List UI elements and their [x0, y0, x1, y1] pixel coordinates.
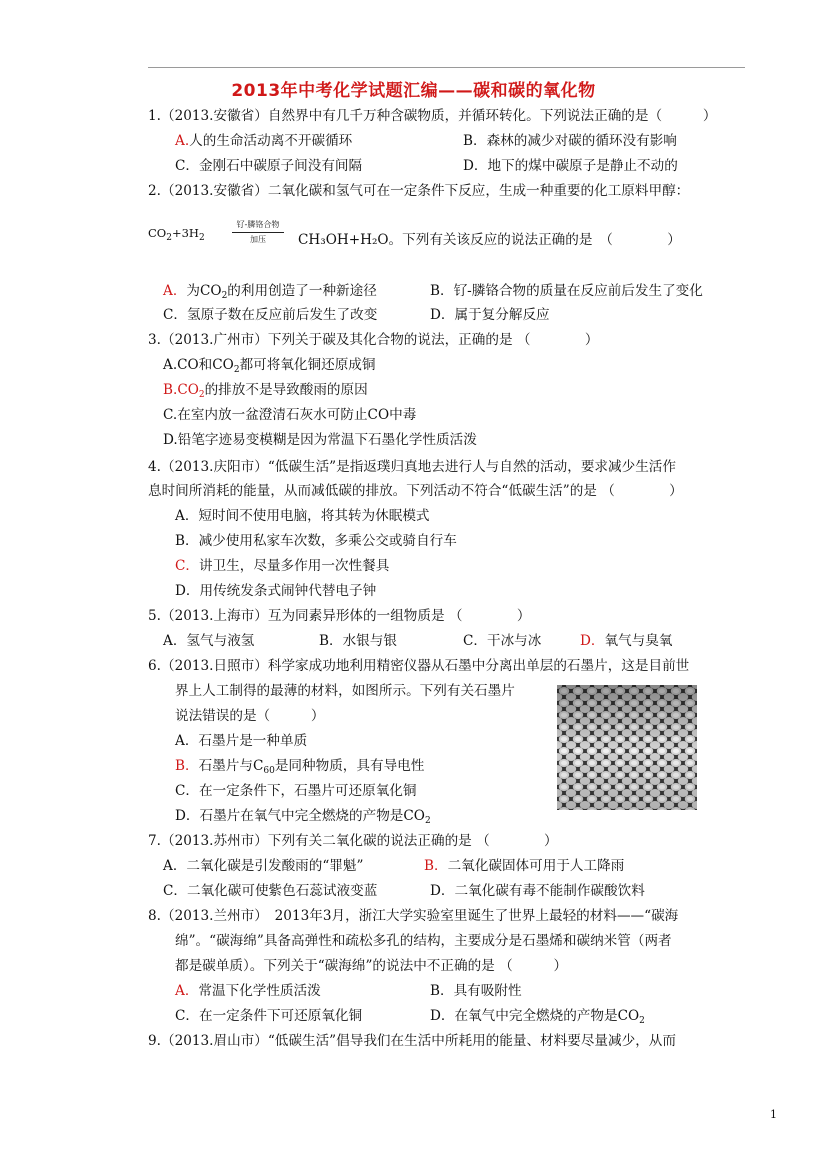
q2-option-b: B．钌-膦铬合物的质量在反应前后发生了变化 — [430, 283, 703, 299]
q4-option-b: B．减少使用私家车次数，多乘公交或骑自行车 — [175, 533, 457, 549]
subscript: 2 — [166, 233, 172, 243]
q8-stem-line3: 都是碳单质）。下列关于“碳海绵”的说法中不正确的是 （ ） — [175, 958, 568, 974]
q2-option-d: D．属于复分解反应 — [430, 307, 550, 323]
graphene-figure — [557, 685, 697, 810]
q3-option-a — [163, 356, 376, 374]
q8-option-b: B．具有吸附性 — [430, 983, 522, 999]
q5-option-c: C．干冰与冰 — [463, 633, 542, 649]
q4-option-d: D．用传统发条式闹钟代替电子钟 — [175, 583, 377, 599]
subscript: 2 — [639, 1016, 645, 1026]
q2-reaction-reactants — [148, 226, 205, 243]
q1-stem: 1.（2013.安徽省）自然界中有几千万种含碳物质，并循环转化。下列说法正确的是（ ） — [148, 108, 717, 124]
page-title: 2013年中考化学试题汇编——碳和碳的氧化物 — [231, 81, 596, 101]
answer-mark: D． — [580, 633, 605, 649]
q8-stem-line2: 绵”。“碳海绵”具备高弹性和疏松多孔的结构，主要成分是石墨烯和碳纳米管（两者 — [175, 933, 672, 949]
answer-mark: B. — [163, 382, 178, 398]
arrow-line — [232, 232, 284, 233]
option-text: 氧气与臭氧 — [604, 633, 673, 649]
option-text: CO — [177, 382, 199, 398]
q2-option-c: C．氢原子数在反应前后发生了改变 — [163, 307, 378, 323]
option-text: 的排放不是导致酸雨的原因 — [204, 382, 368, 398]
option-text: 为CO — [186, 283, 222, 299]
q1-option-b: B．森林的减少对碳的循环没有影响 — [463, 133, 677, 149]
q9-stem: 9.（2013.眉山市）“低碳生活”倡导我们在生活中所耗用的能量、材料要尽量减少，从而 — [148, 1033, 676, 1049]
q5-stem: 5.（2013.上海市）互为同素异形体的一组物质是 （ ） — [148, 608, 531, 624]
subscript: 60 — [263, 766, 275, 776]
option-text: D．石墨片在氧气中完全燃烧的产物是CO — [175, 808, 425, 824]
option-text: D．在氧气中完全燃烧的产物是CO — [430, 1008, 640, 1024]
q7-option-d: D．二氧化碳有毒不能制作碳酸饮料 — [430, 883, 645, 899]
q6-option-a: A．石墨片是一种单质 — [175, 733, 308, 749]
page-number: 1 — [770, 1108, 777, 1121]
reaction-condition-bottom: 加压 — [250, 235, 266, 244]
reaction-arrow — [228, 219, 288, 249]
q3-option-c: C.在室内放一盆澄清石灰水可防止CO中毒 — [163, 407, 417, 423]
answer-mark: A． — [163, 283, 187, 299]
option-text: 的利用创造了一种新途径 — [227, 283, 377, 299]
q6-option-d — [175, 807, 431, 825]
graphene-lattice-image — [557, 685, 697, 810]
option-text: 石墨片与C — [198, 758, 264, 774]
subscript: 2 — [233, 365, 240, 375]
q4-option-a: A．短时间不使用电脑，将其转为休眠模式 — [175, 508, 430, 524]
option-text: 讲卫生，尽量多作用一次性餐具 — [199, 558, 390, 574]
reaction-condition-top: 钌-膦铬合物 — [236, 220, 280, 229]
q4-stem-line2: 息时间所消耗的能量，从而减低碳的排放。下列活动不符合“低碳生活”的是 （ ） — [148, 483, 683, 499]
q6-stem-line1: 6.（2013.日照市）科学家成功地利用精密仪器从石墨中分离出单层的石墨片，这是目前世 — [148, 658, 690, 674]
q8-stem-line1: 8.（2013.兰州市） 2013年3月，浙江大学实验室里诞生了世界上最轻的材料——“碳海 — [148, 908, 679, 924]
q5-option-b: B．水银与银 — [319, 633, 397, 649]
subscript: 2 — [198, 390, 205, 400]
q5-option-d — [580, 632, 672, 650]
option-text: 是同种物质，具有导电性 — [274, 758, 425, 774]
answer-mark: B． — [424, 858, 448, 874]
q3-stem: 3.（2013.广州市）下列关于碳及其化合物的说法，正确的是 （ ） — [148, 332, 599, 348]
q7-option-c: C．二氧化碳可使紫色石蕊试液变蓝 — [163, 883, 378, 899]
q2-reaction-products: CH₃OH+H₂O。下列有关该反应的说法正确的是 （ ） — [298, 232, 681, 248]
option-text: A.CO和CO — [163, 357, 234, 373]
formula-text: +3H — [171, 226, 199, 240]
option-text: 常温下化学性质活泼 — [198, 983, 321, 999]
q5-option-a: A．氢气与液氢 — [163, 633, 255, 649]
answer-mark: A． — [175, 983, 199, 999]
option-text: 人的生命活动离不开碳循环 — [189, 133, 353, 149]
answer-mark: B． — [175, 758, 199, 774]
q7-option-a: A．二氧化碳是引发酸雨的“罪魁” — [163, 858, 364, 874]
answer-mark: C． — [175, 558, 199, 574]
q8-option-d — [430, 1007, 645, 1025]
subscript: 2 — [424, 816, 431, 826]
q1-option-d: D．地下的煤中碳原子是静止不动的 — [463, 158, 678, 174]
q7-option-b — [424, 857, 624, 875]
q3-option-d: D.铅笔字迹易变模糊是因为常温下石墨化学性质活泼 — [163, 432, 477, 448]
option-text: 都可将氧化铜还原成铜 — [239, 357, 376, 373]
q2-option-a — [163, 282, 377, 300]
subscript: 2 — [198, 233, 205, 243]
q8-option-a — [175, 982, 321, 1000]
q4-stem-line1: 4.（2013.庆阳市）“低碳生活”是指返璞归真地去进行人与自然的活动，要求减少生活作 — [148, 459, 676, 475]
header-rule — [148, 67, 745, 68]
q6-option-c: C．在一定条件下，石墨片可还原氧化铜 — [175, 783, 417, 799]
q6-stem-line2: 界上人工制得的最薄的材料，如图所示。下列有关石墨片 — [175, 683, 515, 699]
q4-option-c — [175, 557, 389, 575]
option-text: 二氧化碳固体可用于人工降雨 — [447, 858, 625, 874]
formula-text: CO — [148, 226, 167, 240]
q6-option-b — [175, 757, 424, 775]
q2-stem: 2.（2013.安徽省）二氧化碳和氢气可在一定条件下反应，生成一种重要的化工原料甲醇： — [148, 183, 690, 199]
answer-mark: A. — [175, 133, 190, 149]
q1-option-c: C．金刚石中碳原子间没有间隔 — [175, 158, 363, 174]
subscript: 2 — [221, 291, 228, 301]
q1-option-a — [175, 132, 352, 150]
q3-option-b — [163, 381, 368, 399]
q8-option-c: C．在一定条件下可还原氧化铜 — [175, 1008, 363, 1024]
q6-stem-line3: 说法错误的是（ ） — [175, 708, 325, 724]
q7-stem: 7.（2013.苏州市）下列有关二氧化碳的说法正确的是 （ ） — [148, 833, 558, 849]
